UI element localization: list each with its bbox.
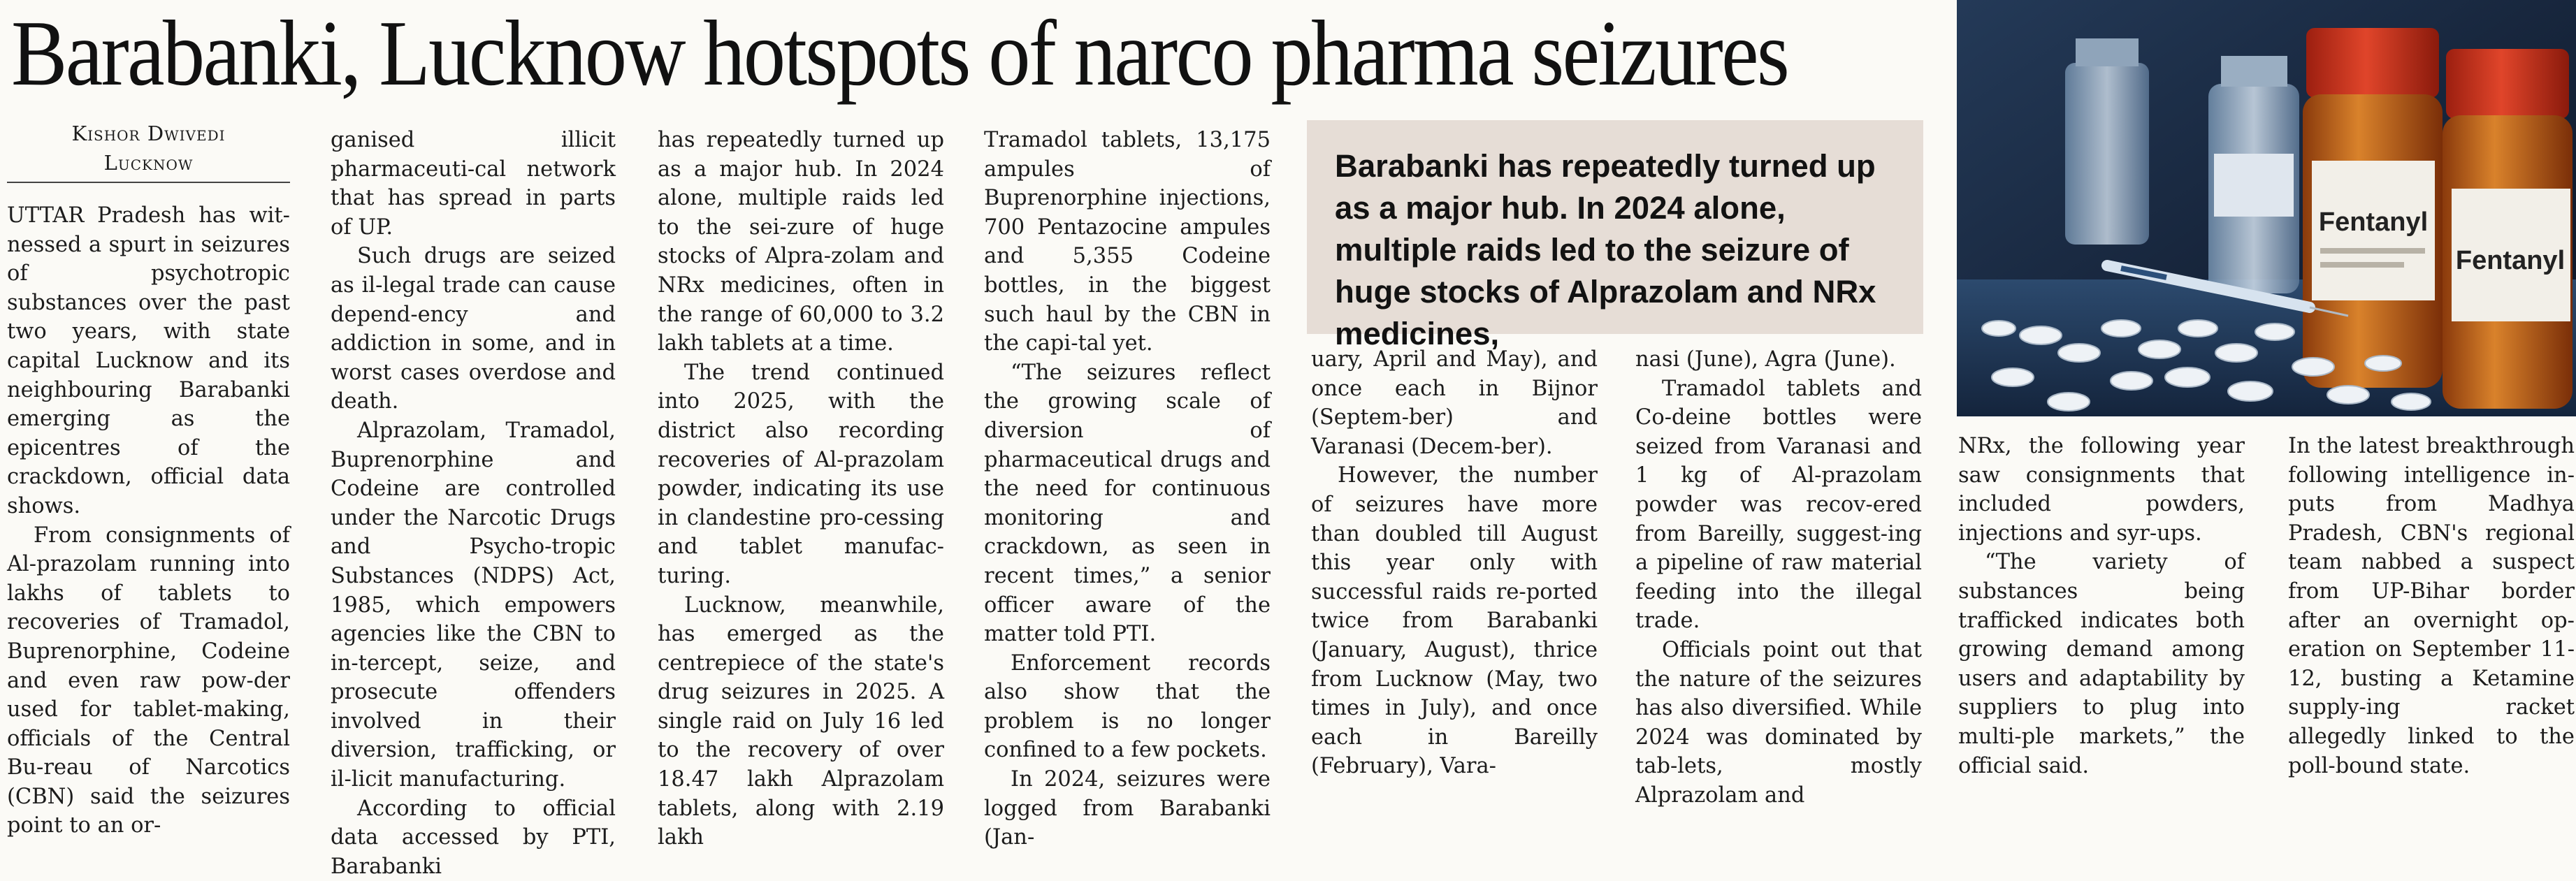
paragraph: The trend continued into 2025, with the district also recording recoveries of Al-prazolam powder, indicating its use in clandestine pro-cessing and tablet manufac-turing. (658, 360, 944, 588)
paragraph: Such drugs are seized as il-legal trade can cause depend-ency and addiction in some, and in worst cases overdose and death. (331, 244, 616, 414)
article-column-4 (984, 126, 1271, 850)
paragraph: NRx, the following year saw consignments that included powders, injections and syr-ups. (1958, 434, 2245, 546)
article-column-1 (7, 201, 290, 838)
bottle-label-1: Fentanyl (2318, 207, 2429, 237)
article-column-8 (2288, 432, 2575, 778)
pills-and-bottles-illustration (1957, 0, 2576, 416)
medicine-bottle-2 (2443, 49, 2573, 409)
vial-left (2065, 38, 2149, 245)
byline-location: Lucknow (103, 151, 194, 175)
paragraph: uary, April and May), and once each in Bijnor (Septem-ber) and Varanasi (Decem-ber). (1311, 347, 1598, 459)
paragraph: In the latest breakthrough following intelligence in-puts from Madhya Pradesh, CBN's regional team nabbed a suspect from UP-Bihar border after an overnight op-eration on September 11-12, busting a Ketamine supply-ing racket allegedly linked to the poll-bound state. (2288, 434, 2575, 778)
article-photo (1957, 0, 2576, 416)
byline-author: Kishor Dwivedi (71, 122, 226, 145)
paragraph: However, the number of seizures have more than doubled till August this year only with successful raids re-ported twice from Barabanki (January, August), thrice from Lucknow (May, two times in July), and once each in Bareilly (February), Vara- (1311, 463, 1598, 779)
paragraph: According to official data accessed by PTI, Barabanki (331, 796, 616, 879)
paragraph: “The seizures reflect the growing scale of diversion of pharmaceutical drugs and the need for continuous monitoring and crackdown, as seen in recent times,” a senior officer aware of the matter told PTI. (984, 360, 1271, 647)
article-column-6 (1635, 345, 1922, 808)
paragraph: nasi (June), Agra (June). (1635, 347, 1896, 372)
byline-divider (7, 182, 290, 183)
paragraph: From consignments of Al-prazolam running into lakhs of tablets to recoveries of Tramadol, Buprenorphine, Codeine and even raw pow-der used for tablet-making, officials of the Central Bu-reau of Narcotics (CBN) said the seizures point to an or- (7, 523, 290, 838)
vial-center (2208, 56, 2299, 293)
article-column-2 (331, 126, 616, 879)
headline: Barabanki, Lucknow hotspots of narco pharma seizures (11, 1, 1788, 105)
pull-quote: Barabanki has repeatedly turned up as a major hub. In 2024 alone, multiple raids led to the seizure of huge stocks of Alprazolam and NRx medicines, (1307, 120, 1923, 334)
article-column-3 (658, 126, 944, 850)
byline (7, 119, 290, 177)
paragraph: Lucknow, meanwhile, has emerged as the centrepiece of the state's drug seizures in 2025. A single raid on July 16 led to the recovery of over 18.47 lakh Alprazolam tablets, along with 2.19 lakh (658, 592, 944, 850)
article-column-7 (1958, 432, 2245, 778)
paragraph: In 2024, seizures were logged from Barabanki (Jan- (984, 767, 1271, 850)
paragraph: Tramadol tablets and Co-deine bottles were seized from Varanasi and 1 kg of Al-prazolam powder was recov-ered from Bareilly, suggest-ing a pipeline of raw material feeding into the illegal trade. (1635, 376, 1922, 634)
paragraph: Enforcement records also show that the problem is no longer confined to a few pockets. (984, 650, 1271, 763)
paragraph: Officials point out that the nature of the seizures has also diversified. While 2024 was dominated by tab-lets, mostly Alprazolam and (1635, 637, 1922, 808)
paragraph: “The variety of substances being trafficked indicates both growing demand among users and adaptability by suppliers to plug into multi-ple markets,” the official said. (1958, 550, 2245, 778)
article-column-5 (1311, 345, 1598, 779)
paragraph: has repeatedly turned up as a major hub. In 2024 alone, multiple raids led to the sei-zure of huge stocks of Alpra-zolam and NRx medicines, often in the range of 60,000 to 3.2 lakh tablets at a time. (658, 128, 944, 356)
paragraph: ganised illicit pharmaceuti-cal network that has spread in parts of UP. (331, 128, 616, 240)
paragraph: Alprazolam, Tramadol, Buprenorphine and Codeine are controlled under the Narcotic Drugs and Psycho-tropic Substances (NDPS) Act, 1985, which empowers agencies like the CBN to in-tercept, seize, and prosecute offenders involved in their diversion, trafficking, or il-licit manufacturing. (331, 418, 616, 792)
paragraph: UTTAR Pradesh has wit-nessed a spurt in seizures of psychotropic substances over the past two years, with state capital Lucknow and its neighbouring Barabanki emerging as the epicentres of the crackdown, official data shows. (7, 203, 290, 518)
paragraph: Tramadol tablets, 13,175 ampules of Buprenorphine injections, 700 Pentazocine ampules and 5,355 Codeine bottles, in the biggest such haul by the CBN in the capi-tal yet. (984, 128, 1271, 356)
medicine-bottle-1 (2303, 28, 2443, 388)
bottle-label-2: Fentanyl (2455, 246, 2566, 275)
